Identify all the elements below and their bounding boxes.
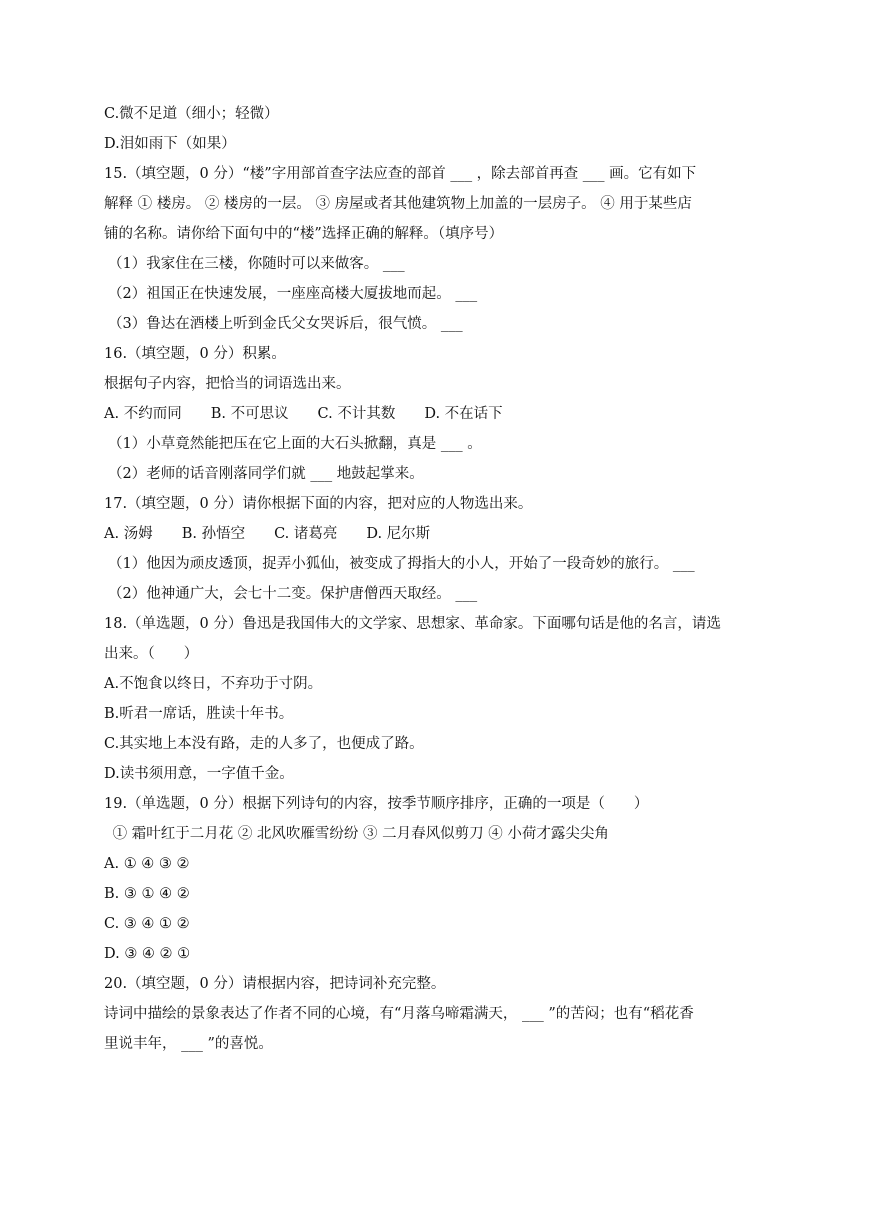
question-17-stem: 17.（填空题，0 分）请你根据下面的内容，把对应的人物选出来。 bbox=[104, 496, 533, 512]
question-16-options: A. 不约而同 B. 不可思议 C. 不计其数 D. 不在话下 bbox=[104, 406, 503, 422]
question-17-item-1: （1）他因为顽皮透顶，捉弄小狐仙，被变成了拇指大的小人，开始了一段奇妙的旅行。 ___ bbox=[108, 556, 695, 572]
question-19-stem: 19.（单选题，0 分）根据下列诗句的内容，按季节顺序排序，正确的一项是（ ） bbox=[104, 796, 649, 812]
option-c-line: C.微不足道（细小；轻微） bbox=[104, 106, 279, 122]
question-20-stem: 20.（填空题，0 分）请根据内容，把诗词补充完整。 bbox=[104, 976, 446, 992]
question-18-option-c: C.其实地上本没有路，走的人多了，也便成了路。 bbox=[104, 736, 424, 752]
question-15-item-2: （2）祖国正在快速发展，一座座高楼大厦拔地而起。 ___ bbox=[108, 286, 478, 302]
question-16-item-1: （1）小草竟然能把压在它上面的大石头掀翻，真是 ___ 。 bbox=[108, 436, 482, 452]
question-18-option-a: A.不饱食以终日，不弃功于寸阴。 bbox=[104, 676, 323, 692]
question-19-poems: ① 霜叶红于二月花 ② 北风吹雁雪纷纷 ③ 二月春风似剪刀 ④ 小荷才露尖尖角 bbox=[108, 826, 609, 842]
question-15-item-1: （1）我家住在三楼，你随时可以来做客。 ___ bbox=[108, 256, 405, 272]
question-19-option-a: A. ① ④ ③ ② bbox=[104, 856, 190, 872]
question-20-body-cont: 里说丰年， ___ ”的喜悦。 bbox=[104, 1036, 273, 1052]
question-18-stem-cont: 出来。（ ） bbox=[104, 646, 199, 662]
question-19-option-b: B. ③ ① ④ ② bbox=[104, 886, 190, 902]
option-d-line: D.泪如雨下（如果） bbox=[104, 136, 236, 152]
question-19-option-c: C. ③ ④ ① ② bbox=[104, 916, 190, 932]
question-18-option-b: B.听君一席话，胜读十年书。 bbox=[104, 706, 294, 722]
question-17-item-2: （2）他神通广大，会七十二变。保护唐僧西天取经。 ___ bbox=[108, 586, 478, 602]
question-15-stem-cont: 解释 ① 楼房。 ② 楼房的一层。 ③ 房屋或者其他建筑物上加盖的一层房子。 ④ 用于某些店 bbox=[104, 196, 692, 212]
question-17-options: A. 汤姆 B. 孙悟空 C. 诸葛亮 D. 尼尔斯 bbox=[104, 526, 431, 542]
question-16-stem: 16.（填空题，0 分）积累。 bbox=[104, 346, 286, 362]
question-16-instruction: 根据句子内容，把恰当的词语选出来。 bbox=[104, 376, 351, 392]
question-15-stem-cont2: 铺的名称。请你给下面句中的“楼”选择正确的解释。（填序号） bbox=[104, 226, 504, 242]
question-16-item-2: （2）老师的话音刚落同学们就 ___ 地鼓起掌来。 bbox=[108, 466, 424, 482]
question-20-body: 诗词中描绘的景象表达了作者不同的心境，有“月落乌啼霜满天， ___ ”的苦闷；也有“稻花香 bbox=[104, 1006, 694, 1022]
question-18-option-d: D.读书须用意，一字值千金。 bbox=[104, 766, 294, 782]
question-18-stem: 18.（单选题，0 分）鲁迅是我国伟大的文学家、思想家、革命家。下面哪句话是他的名言，请选 bbox=[104, 616, 721, 632]
question-15-item-3: （3）鲁达在酒楼上听到金氏父女哭诉后，很气愤。 ___ bbox=[108, 316, 463, 332]
question-15-stem: 15.（填空题，0 分）“楼”字用部首查字法应查的部首 ___ ，除去部首再查 ___ 画。它有如下 bbox=[104, 166, 697, 182]
question-19-option-d: D. ③ ④ ② ① bbox=[104, 946, 191, 962]
